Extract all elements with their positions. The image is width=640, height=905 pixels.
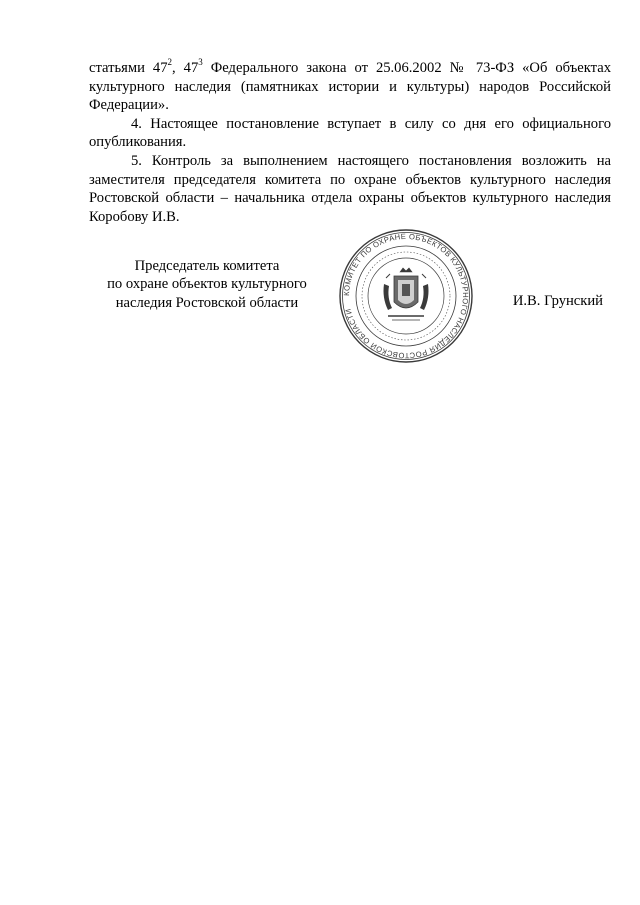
position-line-1: Председатель комитета bbox=[134, 258, 280, 274]
signer-name: И.В. Грунский bbox=[512, 293, 603, 309]
paragraph-law-reference-line1: статьями $47^2$, $47^3$ Федерального закона от 25.06.2002 № 73-ФЗ «Об объектах bbox=[89, 57, 611, 76]
position-line-2: по охране объектов культурного bbox=[107, 276, 307, 293]
seal-outer-text: КОМИТЕТ ПО ОХРАНЕ ОБЪЕКТОВ КУЛЬТУРНОГО НАСЛЕДИЯ РОСТОВСКОЙ ОБЛАСТИ bbox=[341, 231, 471, 361]
position-line-3: наследия Ростовской области bbox=[115, 294, 299, 311]
document-body bbox=[89, 59, 611, 226]
paragraph-law-reference-rest: культурного наследия (памятниках истории и культуры) народов Российской Федерации». bbox=[89, 78, 611, 114]
paragraph-4-effective-date: 4. Настоящее постановление вступает в силу со дня его официального опубликования. bbox=[89, 115, 611, 151]
signatory-position bbox=[82, 257, 332, 312]
rostov-emblem-icon bbox=[384, 268, 429, 320]
official-seal-stamp bbox=[338, 228, 474, 364]
paragraph-5-control: 5. Контроль за выполнением настоящего постановления возложить на заместителя председателя комитета по охране объектов культурного наследия Ростовской области – начальника отдела охраны объектов культурного наследия Коробову И.В. bbox=[89, 152, 611, 225]
